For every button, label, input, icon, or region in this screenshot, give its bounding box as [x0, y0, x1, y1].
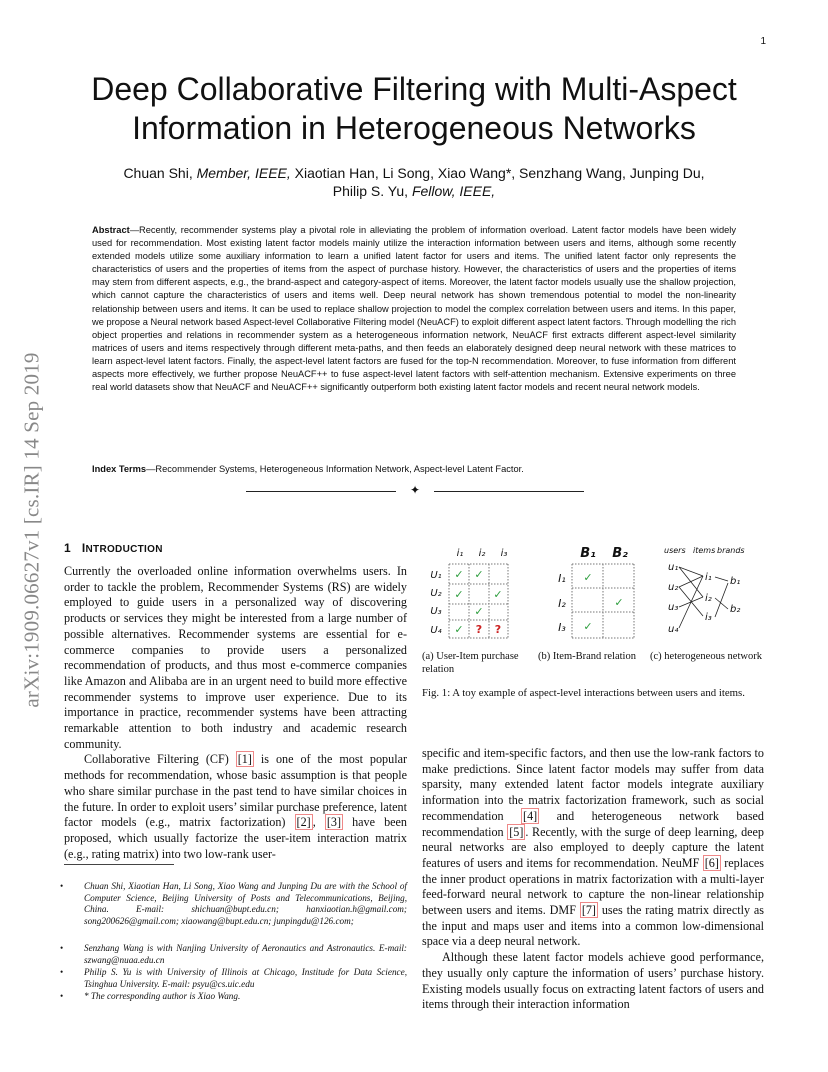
footnote-text: Senzhang Wang is with Nanjing University of Aeronautics and Astronautics. E-mail: szwang@nuaa.edu.cn: [84, 943, 407, 965]
author-text: Xiaotian Han, Li Song, Xiao Wang*, Senzhang Wang, Junping Du,: [290, 165, 705, 181]
check-icon: ✓: [454, 568, 464, 581]
row-header: U₃: [430, 606, 442, 617]
unknown-mark: ?: [475, 623, 483, 636]
footnote-text: Philip S. Yu is with University of Illinois at Chicago, Institude for Data Science, Tsinghua University. E-mail: psyu@cs.uic.edu: [84, 967, 407, 989]
check-icon: ✓: [493, 588, 503, 601]
bullet-icon: •: [60, 943, 64, 953]
citation-link[interactable]: [3]: [326, 815, 341, 830]
bullet-icon: •: [60, 881, 64, 891]
subcaption-a: (a) User-Item purchase relation: [422, 651, 519, 675]
paragraph: Although these latent factor models achieve good performance, they usually only capture the information of users’ purchase history. Existing models usually focus on extracting latent factors of users and items through their interaction information: [422, 950, 764, 1012]
text-run: uses the rating matrix directly as the input and maps user and items into a common low-dimensional space via a deep neural network.: [422, 903, 764, 949]
network-header: items: [693, 546, 716, 555]
col-header: i₂: [478, 548, 486, 559]
network-node-user: u₁: [668, 562, 679, 573]
abstract-text: —Recently, recommender systems play a pivotal role in alleviating the problem of information overload. Latent factor models have been widely used for recommendation. Most existing latent factor models mainly utilize the interaction information between users and items, although some recently extended models utilize some auxiliary information to learn a unified latent factor for users and items. The unified latent factor only represents the characteristics of users and the properties of items from the aspect of purchase history. However, the characteristics of users and the properties of items may stem from different aspects, e.g., the brand-aspect and category-aspect of items. Moreover, the latent factor models usually use the shallow projection, which cannot capture the characteristics of users and items well. Deep neural network has shown tremendous potential to model the non-linearity relationship between users and items. It can be used to replace shallow projection to model the complex correlation between users and items. In this paper, we propose a Neural network based Aspect-level Collaborative Filtering model (NeuACF) to exploit different aspect latent factors. Through modelling the rich object properties and relations in recommender system as a heterogeneous information network, NeuACF first extracts different aspect-level similarity matrices of users and items respectively through different meta-paths, and then feeds an elaborately designed deep neural network with these matrices to learn aspect-level latent factors. Finally, the aspect-level latent factors are fused for the top-N recommendation. Moreover, to fuse information from different aspects more effectively, we further propose NeuACF++ to fuse aspect-level latent factors with self-attention mechanism. Extensive experiments on three real world datasets show that NeuACF and NeuACF++ significantly outperform both existing latent factor models and recent neural network models.: [92, 225, 736, 393]
text-run: have been proposed, which usually factorize the user-item interaction matrix (e.g., rating matrix) into two low-rank user-: [64, 815, 408, 861]
network-node-brand: b₁: [730, 576, 741, 587]
network-node-item: i₂: [705, 593, 712, 604]
paragraph: [422, 746, 764, 950]
arxiv-identifier: [12, 300, 52, 760]
row-header: I₃: [558, 621, 566, 634]
text-run: . Recently, with the surge of deep learning, deep neural networks are also employed to deeply capture the latent features of users and items for recommendation. NeuMF: [422, 824, 764, 870]
author-affil: Member, IEEE,: [196, 165, 291, 181]
citation-link[interactable]: [1]: [237, 752, 252, 767]
col-header: B₁: [580, 546, 596, 561]
row-header: U₁: [430, 570, 442, 581]
footnote-rule: [64, 864, 174, 865]
footnote-text: Chuan Shi, Xiaotian Han, Li Song, Xiao Wang and Junping Du are with the School of Computer Science, Beijing University of Posts and Telecommunications, Beijing, China. E-mail: shichuan@bupt.edu.cn; hanxiaotian.h@gmail.com; song200626@gmail.com; xiaowang@bupt.edu.cn; junpingdu@126.com;: [84, 881, 407, 927]
citation-link[interactable]: [2]: [296, 815, 311, 830]
check-icon: ✓: [583, 620, 593, 633]
network-header: users: [664, 546, 686, 555]
right-column: [422, 746, 764, 1013]
index-terms: [92, 464, 736, 474]
footnote: [60, 967, 407, 990]
col-header: i₃: [500, 548, 508, 559]
check-icon: ✓: [454, 623, 464, 636]
arxiv-identifier-text: arXiv:1909.06627v1 [cs.IR] 14 Sep 2019: [19, 352, 44, 708]
section-separator: [246, 483, 584, 499]
author-text: Chuan Shi,: [123, 165, 197, 181]
section-number: 1: [64, 541, 71, 555]
abstract-label: Abstract: [92, 225, 130, 235]
text-run: and heterogeneous network based recommendation: [422, 808, 764, 839]
citation-link[interactable]: [6]: [704, 855, 719, 870]
network-header: brands: [717, 546, 745, 555]
row-header: U₂: [430, 588, 442, 599]
row-header: U₄: [430, 625, 442, 636]
check-icon: ✓: [583, 571, 593, 584]
section-title-rest: NTRODUCTION: [85, 544, 163, 555]
separator-diamond-icon: ✦: [409, 483, 421, 497]
network-node-item: i₁: [705, 572, 712, 583]
footnote-text: * The corresponding author is Xiao Wang.: [84, 991, 241, 1001]
author-affil: Fellow, IEEE,: [411, 183, 496, 199]
figure-caption: Fig. 1: A toy example of aspect-level interactions between users and items.: [422, 687, 745, 699]
check-icon: ✓: [474, 568, 484, 581]
index-terms-text: —Recommender Systems, Heterogeneous Information Network, Aspect-level Latent Factor.: [146, 464, 524, 474]
section-heading: [64, 541, 163, 555]
row-header: I₁: [558, 572, 566, 585]
network-node-user: u₂: [668, 582, 679, 593]
separator-line: [246, 491, 396, 492]
unknown-mark: ?: [494, 623, 502, 636]
abstract: [92, 224, 736, 394]
row-header: I₂: [558, 597, 566, 610]
col-header: i₁: [456, 548, 464, 559]
subcaption-b: (b) Item-Brand relation: [538, 651, 636, 662]
matrix-cells: [454, 568, 502, 636]
network-node-item: i₃: [705, 612, 712, 623]
paragraph: [64, 752, 407, 862]
section-title-initial: I: [81, 541, 86, 555]
page-number: 1: [760, 36, 766, 47]
subcaption-c: (c) heterogeneous network: [650, 651, 762, 662]
footnote: [60, 991, 407, 1003]
index-terms-label: Index Terms: [92, 464, 147, 474]
heterogeneous-network: [664, 546, 745, 635]
col-header: B₂: [612, 546, 628, 561]
footnote: [60, 943, 407, 966]
text-run: Collaborative Filtering (CF): [84, 752, 236, 767]
text-run: is one of the most popular methods for recommendation, whose basic assumption is that people who share similar purchase in the past tend to have similar choices in the future. In order to exploit users’ similar purchase preference, latent factor models (e.g., matrix factorization): [64, 752, 408, 830]
footnote: [60, 881, 407, 928]
citation-link[interactable]: [7]: [581, 903, 596, 918]
separator-line: [434, 491, 584, 492]
citation-link[interactable]: [4]: [523, 808, 538, 823]
network-node-brand: b₂: [730, 604, 741, 615]
check-icon: ✓: [474, 605, 484, 618]
item-brand-matrix: [558, 546, 634, 638]
bullet-icon: •: [60, 967, 64, 977]
check-icon: ✓: [454, 588, 464, 601]
left-column: [64, 564, 407, 862]
bullet-icon: •: [60, 991, 64, 1001]
author-text: Philip S. Yu,: [332, 183, 412, 199]
paragraph: Currently the overloaded online information overwhelms users. In order to tackle the problem, Recommender Systems (RS) are widely employed to guide users in a personalized way of discovering products or services they might be interested from a large number of possible alternatives. Recommender systems are essential for e-commerce companies to provide users a personalized recommendation of products, and thus most e-commerce companies like Amazon and Alibaba are in an urgent need to build more effective recommender systems to improve user experience. Due to its importance in practice, recommender systems have been attracting remarkable attention to both industry and academic research community.: [64, 564, 407, 751]
text-run: ,: [312, 815, 325, 830]
user-item-matrix: [430, 548, 508, 638]
text-run: specific and item-specific factors, and then use the low-rank factors to make predictions. Since latent factor models may suffer from data sparsity, many extended latent factor models integrate auxiliary information into the matrix factorization framework, such as social recommendation: [422, 746, 764, 823]
author-list: [80, 164, 748, 200]
network-node-user: u₄: [668, 624, 679, 635]
text-run: replaces the inner product operations in matrix factorization with a multi-layer feed-forward neural network to capture the non-linear relationship between users and items. DMF: [422, 855, 764, 918]
network-node-user: u₃: [668, 602, 679, 613]
citation-link[interactable]: [5]: [509, 824, 524, 839]
paper-title: Deep Collaborative Filtering with Multi-Aspect Information in Heterogeneous Networks: [91, 71, 737, 146]
network-edges: [679, 567, 728, 628]
check-icon: ✓: [614, 596, 624, 609]
